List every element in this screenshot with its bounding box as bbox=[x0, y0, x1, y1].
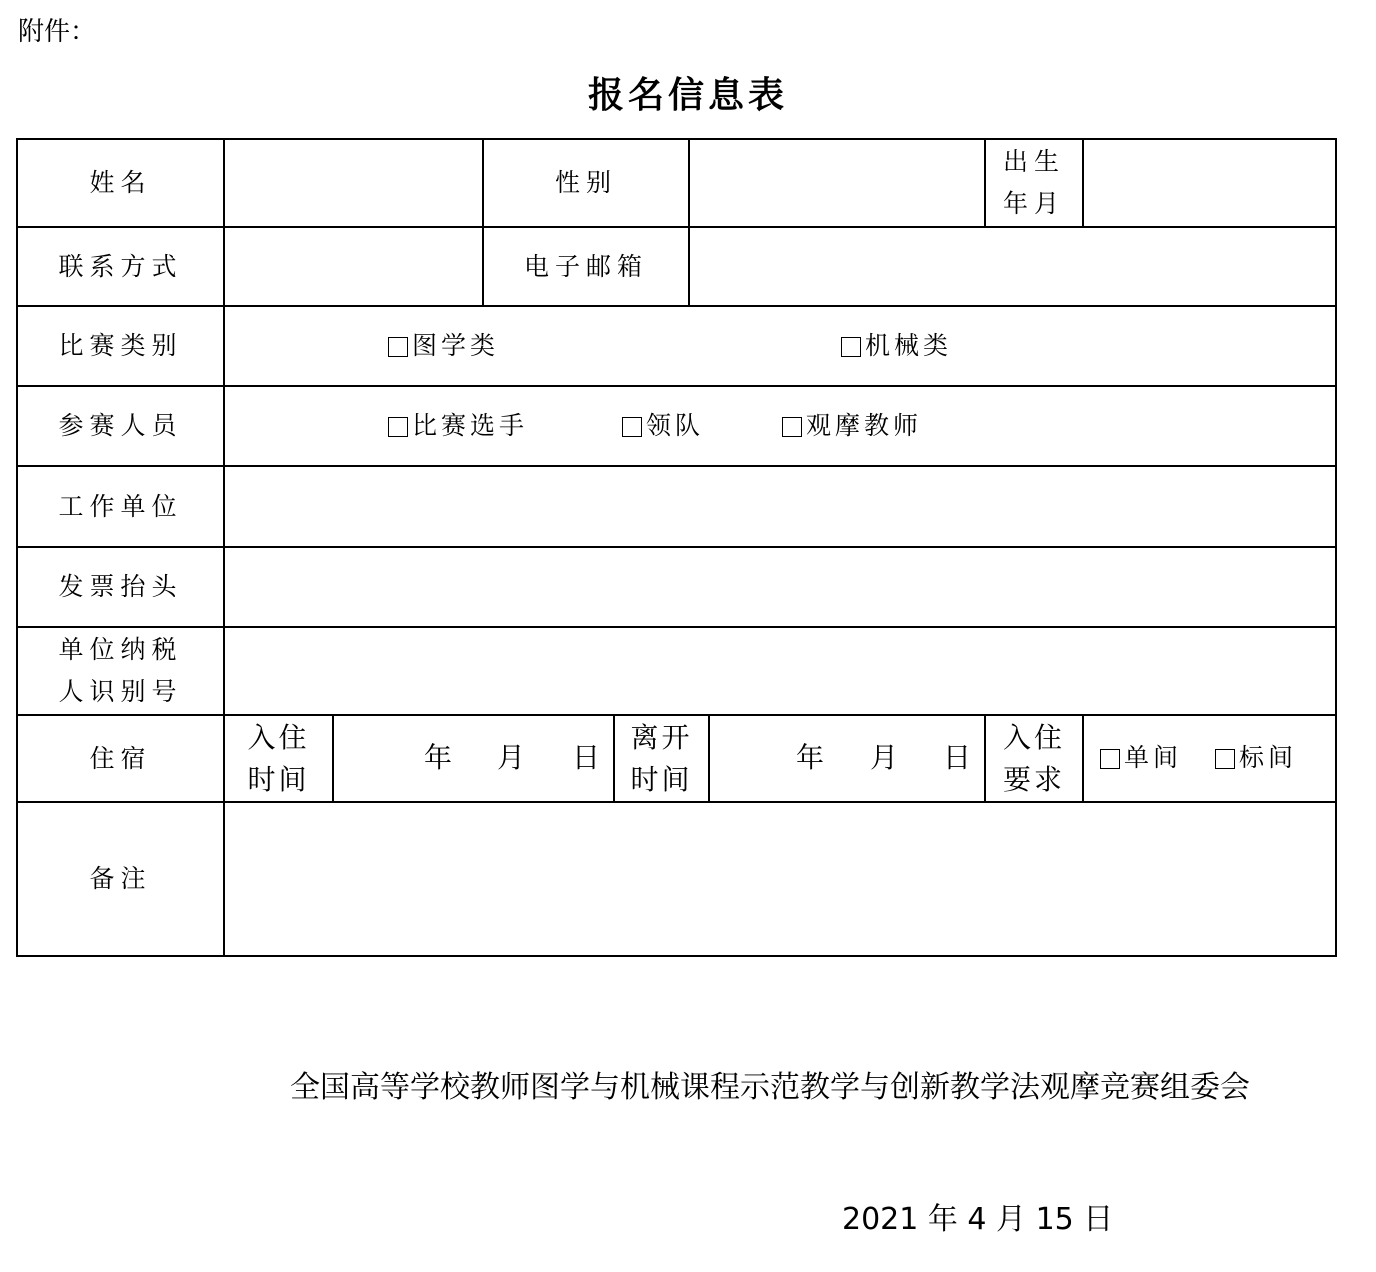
label-room-line1: 入住 bbox=[1002, 720, 1065, 754]
option-contestant-label: 比赛选手 bbox=[412, 411, 529, 440]
checkout-date-field[interactable] bbox=[710, 716, 984, 801]
label-checkout-line2: 时间 bbox=[630, 762, 693, 796]
option-graphics-label: 图学类 bbox=[412, 331, 500, 360]
option-team-leader[interactable] bbox=[622, 408, 704, 444]
option-single-room-label: 单间 bbox=[1124, 743, 1183, 772]
checkbox-observer[interactable] bbox=[782, 417, 802, 437]
checkout-day-label: 日 bbox=[943, 741, 972, 774]
contact-field[interactable] bbox=[225, 228, 482, 305]
checkbox-graphics[interactable] bbox=[388, 337, 408, 357]
checkout-year-label: 年 bbox=[796, 741, 825, 774]
label-room bbox=[986, 716, 1082, 801]
label-notes: 备注 bbox=[89, 864, 152, 893]
attachment-label: 附件： bbox=[18, 17, 97, 47]
label-room-line2: 要求 bbox=[1002, 762, 1065, 796]
name-field[interactable] bbox=[225, 140, 482, 226]
email-field[interactable] bbox=[690, 228, 1335, 305]
option-twin-room-label: 标间 bbox=[1239, 743, 1298, 772]
label-checkin-line2: 时间 bbox=[247, 762, 310, 796]
option-observer-label: 观摩教师 bbox=[806, 411, 923, 440]
checkin-year-label: 年 bbox=[424, 741, 453, 774]
label-birth-line1: 出生 bbox=[1002, 147, 1065, 176]
option-mechanical[interactable] bbox=[841, 328, 952, 364]
label-employer: 工作单位 bbox=[58, 491, 183, 521]
label-participant: 参赛人员 bbox=[58, 411, 183, 440]
option-twin-room[interactable] bbox=[1215, 740, 1297, 776]
label-category: 比赛类别 bbox=[58, 331, 183, 360]
checkout-month-label: 月 bbox=[870, 741, 899, 774]
label-taxid bbox=[18, 628, 223, 714]
option-team-leader-label: 领队 bbox=[646, 411, 705, 440]
organizer-name: 全国高等学校教师图学与机械课程示范教学与创新教学法观摩竞赛组委会 bbox=[290, 1070, 1250, 1105]
label-checkout-line1: 离开 bbox=[630, 720, 693, 754]
label-gender: 性别 bbox=[554, 168, 617, 197]
label-birth bbox=[986, 140, 1082, 226]
label-email: 电子邮箱 bbox=[523, 251, 648, 281]
gender-field[interactable] bbox=[690, 140, 984, 226]
taxid-field[interactable] bbox=[225, 628, 1335, 714]
label-checkin-line1: 入住 bbox=[247, 720, 310, 754]
label-checkout bbox=[615, 716, 708, 801]
option-contestant[interactable] bbox=[388, 408, 528, 444]
label-contact: 联系方式 bbox=[58, 251, 183, 281]
checkbox-mechanical[interactable] bbox=[841, 337, 861, 357]
checkbox-contestant[interactable] bbox=[388, 417, 408, 437]
checkbox-twin-room[interactable] bbox=[1215, 749, 1235, 769]
invoice-field[interactable] bbox=[225, 548, 1335, 626]
option-single-room[interactable] bbox=[1100, 740, 1182, 776]
label-taxid-line1: 单位纳税 bbox=[58, 635, 183, 664]
option-graphics[interactable] bbox=[388, 328, 499, 364]
option-observer[interactable] bbox=[782, 408, 922, 444]
notes-field[interactable] bbox=[225, 803, 1335, 955]
form-title: 报名信息表 bbox=[587, 75, 788, 116]
label-taxid-line2: 人识别号 bbox=[58, 677, 183, 706]
checkin-date-field[interactable] bbox=[334, 716, 613, 801]
option-mechanical-label: 机械类 bbox=[865, 331, 953, 360]
label-invoice: 发票抬头 bbox=[58, 572, 183, 601]
label-name: 姓名 bbox=[89, 168, 152, 197]
birth-field[interactable] bbox=[1084, 140, 1335, 226]
checkbox-single-room[interactable] bbox=[1100, 749, 1120, 769]
label-checkin bbox=[225, 716, 332, 801]
issue-date: 2021 年 4 月 15 日 bbox=[842, 1202, 1114, 1237]
employer-field[interactable] bbox=[225, 467, 1335, 546]
label-lodging: 住宿 bbox=[89, 743, 152, 773]
label-birth-line2: 年月 bbox=[1002, 189, 1065, 218]
checkin-month-label: 月 bbox=[497, 741, 526, 774]
checkin-day-label: 日 bbox=[572, 741, 601, 774]
checkbox-team-leader[interactable] bbox=[622, 417, 642, 437]
